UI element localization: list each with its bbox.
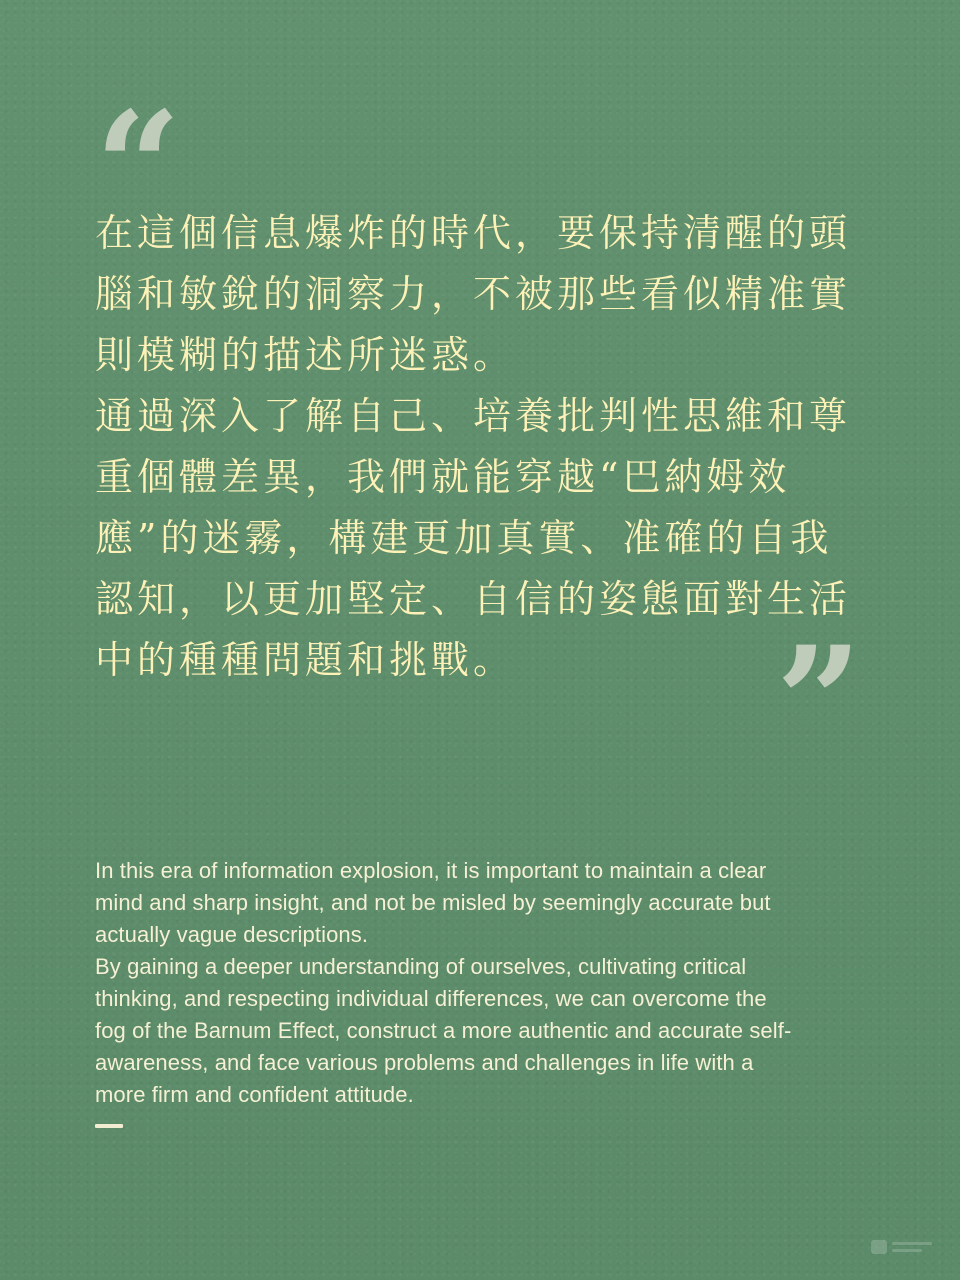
chinese-paragraph-2: 通過深入了解自己、培養批判性思維和尊重個體差異，我們就能穿越“巴納姆效應”的迷霧，構建更加真實、准確的自我認知，以更加堅定、自信的姿態面對生活中的種種問題和挑戰。 [95,394,852,682]
watermark-icon [870,1236,934,1258]
english-paragraph-2: By gaining a deeper understanding of ourselves, cultivating critical thinking, and respecting individual differences, we can overcome the fog of the Barnum Effect, construct a more authentic and accurate self-awareness, and face various problems and challenges in life with a more firm and confident attitude. [95,954,792,1107]
english-translation [95,855,800,1111]
chinese-quote-text [95,203,860,691]
english-paragraph-1: In this era of information explosion, it is important to maintain a clear mind and sharp insight, and not be misled by seemingly accurate but actually vague descriptions. [95,858,771,947]
closing-quote-mark: ” [775,614,852,790]
chinese-paragraph-1: 在這個信息爆炸的時代，要保持清醒的頭腦和敏銳的洞察力，不被那些看似精准實則模糊的描述所迷惑。 [95,211,852,377]
opening-quote-mark: “ [95,79,172,255]
end-dash [95,1124,123,1128]
